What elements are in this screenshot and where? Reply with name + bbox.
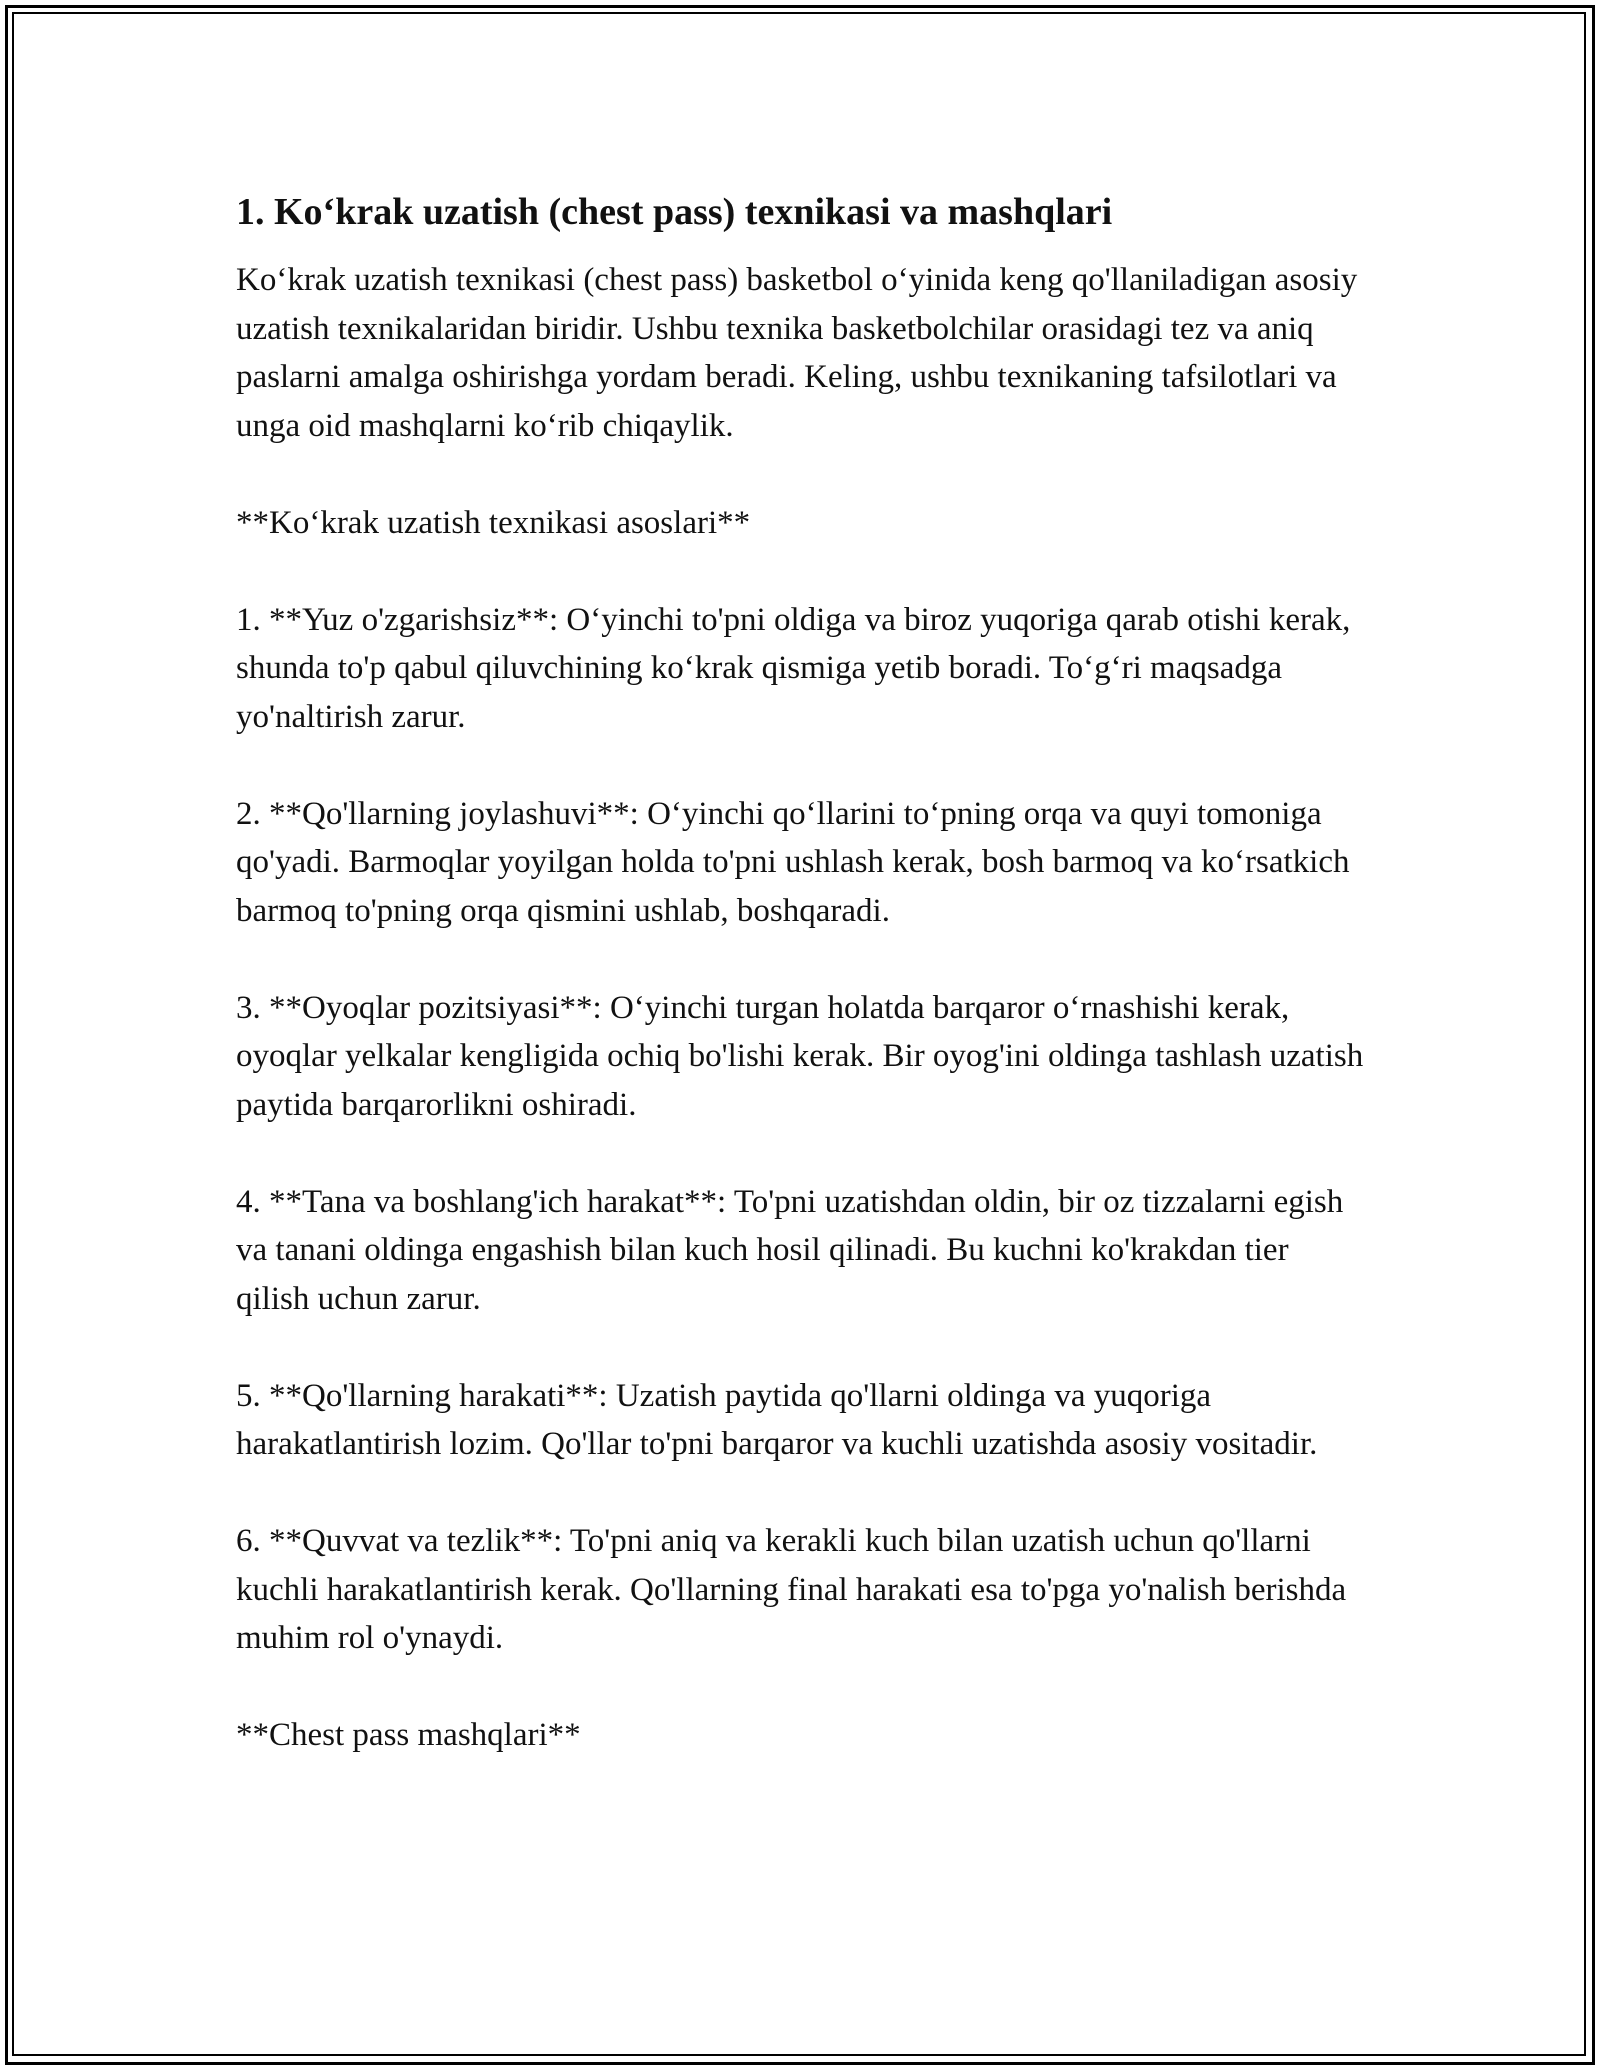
intro-paragraph: Ko‘krak uzatish texnikasi (chest pass) basketbol o‘yinida keng qo'llaniladigan asosiy uzatish texnikalaridan biridir. Ushbu texnika basketbolchilar orasidagi tez va aniq paslarni amalga oshirishga yordam beradi. Keling, ushbu texnikaning tafsilotlari va unga oid mashqlarni ko‘rib chiqaylik. xyxy=(236,262,1358,444)
list-item: 6. **Quvvat va tezlik**: To'pni aniq va kerakli kuch bilan uzatish uchun qo'llarni kuchli harakatlantirish kerak. Qo'llarning final harakati esa to'pga yo'nalish berishda muhim rol o'ynaydi. xyxy=(236,1523,1347,1656)
section-drills-title: **Chest pass mashqlari** xyxy=(236,1717,581,1753)
document-heading: 1. Ko‘krak uzatish (chest pass) texnikasi va mashqlari xyxy=(236,191,1113,233)
list-item: 1. **Yuz o'zgarishsiz**: O‘yinchi to'pni oldiga va biroz yuqoriga qarab otishi kerak, shunda to'p qabul qiluvchining ko‘krak qismiga yetib boradi. To‘g‘ri maqsadga yo'naltirish zarur. xyxy=(236,601,1351,735)
document-body xyxy=(236,188,1366,1760)
list-item: 3. **Oyoqlar pozitsiyasi**: O‘yinchi turgan holatda barqaror o‘rnashishi kerak, oyoqlar yelkalar kengligida ochiq bo'lishi kerak. Bir oyog'ini oldinga tashlash uzatish paytida barqarorlikni oshiradi. xyxy=(236,989,1364,1123)
list-item: 4. **Tana va boshlang'ich harakat**: To'pni uzatishdan oldin, bir oz tizzalarni egish va tanani oldinga engashish bilan kuch hosil qilinadi. Bu kuchni ko'krakdan tier qilish uchun zarur. xyxy=(236,1183,1344,1317)
list-item: 2. **Qo'llarning joylashuvi**: O‘yinchi qo‘llarini to‘pning orqa va quyi tomoniga qo'yadi. Barmoqlar yoyilgan holda to'pni ushlash kerak, bosh barmoq va ko‘rsatkich barmoq to'pning orqa qismini ushlab, boshqaradi. xyxy=(236,795,1350,929)
section-basics-title: **Ko‘krak uzatish texnikasi asoslari** xyxy=(236,504,751,541)
list-item: 5. **Qo'llarning harakati**: Uzatish paytida qo'llarni oldinga va yuqoriga harakatlantirish lozim. Qo'llar to'pni barqaror va kuchli uzatishda asosiy vositadir. xyxy=(236,1377,1318,1462)
